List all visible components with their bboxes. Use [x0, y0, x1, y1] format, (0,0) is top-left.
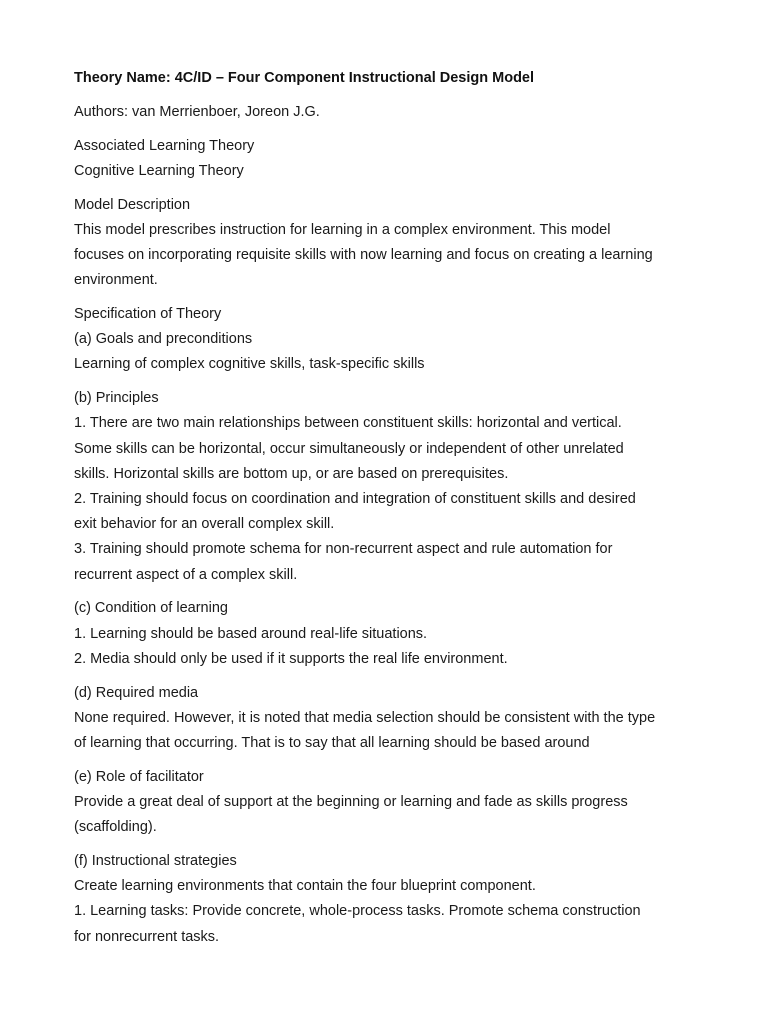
condition-heading: (c) Condition of learning	[74, 600, 228, 617]
media-line: of learning that occurring. That is to say that all learning should be based around	[74, 735, 590, 752]
condition-of-learning-section	[74, 596, 704, 672]
principles-line: Some skills can be horizontal, occur simultaneously or independent of other unrelated	[74, 440, 624, 457]
associated-theory-value: Cognitive Learning Theory	[74, 162, 244, 179]
facilitator-heading: (e) Role of facilitator	[74, 768, 204, 785]
media-line: None required. However, it is noted that media selection should be consistent with the type	[74, 709, 656, 726]
strategies-line: for nonrecurrent tasks.	[74, 928, 220, 945]
strategies-line: Create learning environments that contain the four blueprint component.	[74, 878, 536, 895]
principles-line: skills. Horizontal skills are bottom up, or are based on prerequisites.	[74, 465, 509, 482]
facilitator-line: Provide a great deal of support at the beginning or learning and fade as skills progress	[74, 794, 628, 811]
condition-line: 1. Learning should be based around real-life situations.	[74, 625, 428, 642]
strategies-heading: (f) Instructional strategies	[74, 853, 237, 870]
authors-line: Authors: van Merrienboer, Joreon J.G.	[74, 103, 320, 120]
model-description-heading: Model Description	[74, 196, 191, 213]
title-block	[74, 66, 704, 91]
facilitator-line: (scaffolding).	[74, 819, 157, 836]
specification-heading: Specification of Theory	[74, 306, 222, 322]
principles-line: exit behavior for an overall complex skill.	[74, 516, 335, 533]
principles-line: 2. Training should focus on coordination and integration of constituent skills and desired	[74, 491, 636, 508]
associated-theory-heading: Associated Learning Theory	[74, 137, 255, 154]
role-of-facilitator-section	[74, 765, 704, 841]
media-heading: (d) Required media	[74, 684, 199, 701]
document-body	[74, 66, 704, 958]
principles-line: recurrent aspect of a complex skill.	[74, 566, 298, 583]
principles-line: 1. There are two main relationships between constituent skills: horizontal and vertical.	[74, 415, 622, 432]
specification-goals-section	[74, 302, 704, 378]
authors-block	[74, 100, 704, 125]
principles-section	[74, 386, 704, 588]
principles-heading: (b) Principles	[74, 390, 159, 407]
principles-line: 3. Training should promote schema for non-recurrent aspect and rule automation for	[74, 541, 613, 558]
description-line: This model prescribes instruction for learning in a complex environment. This model	[74, 221, 611, 238]
goals-heading: (a) Goals and preconditions	[74, 331, 253, 348]
description-line: focuses on incorporating requisite skills with now learning and focus on creating a learning	[74, 247, 653, 263]
required-media-section	[74, 681, 704, 757]
model-description-section	[74, 193, 704, 294]
description-line: environment.	[74, 272, 158, 289]
goals-line: Learning of complex cognitive skills, task-specific skills	[74, 356, 425, 373]
instructional-strategies-section	[74, 849, 704, 950]
associated-theory-section	[74, 134, 704, 184]
document-title: Theory Name: 4C/ID – Four Component Instructional Design Model	[74, 70, 535, 86]
condition-line: 2. Media should only be used if it supports the real life environment.	[74, 650, 508, 667]
strategies-line: 1. Learning tasks: Provide concrete, whole-process tasks. Promote schema construction	[74, 903, 641, 920]
